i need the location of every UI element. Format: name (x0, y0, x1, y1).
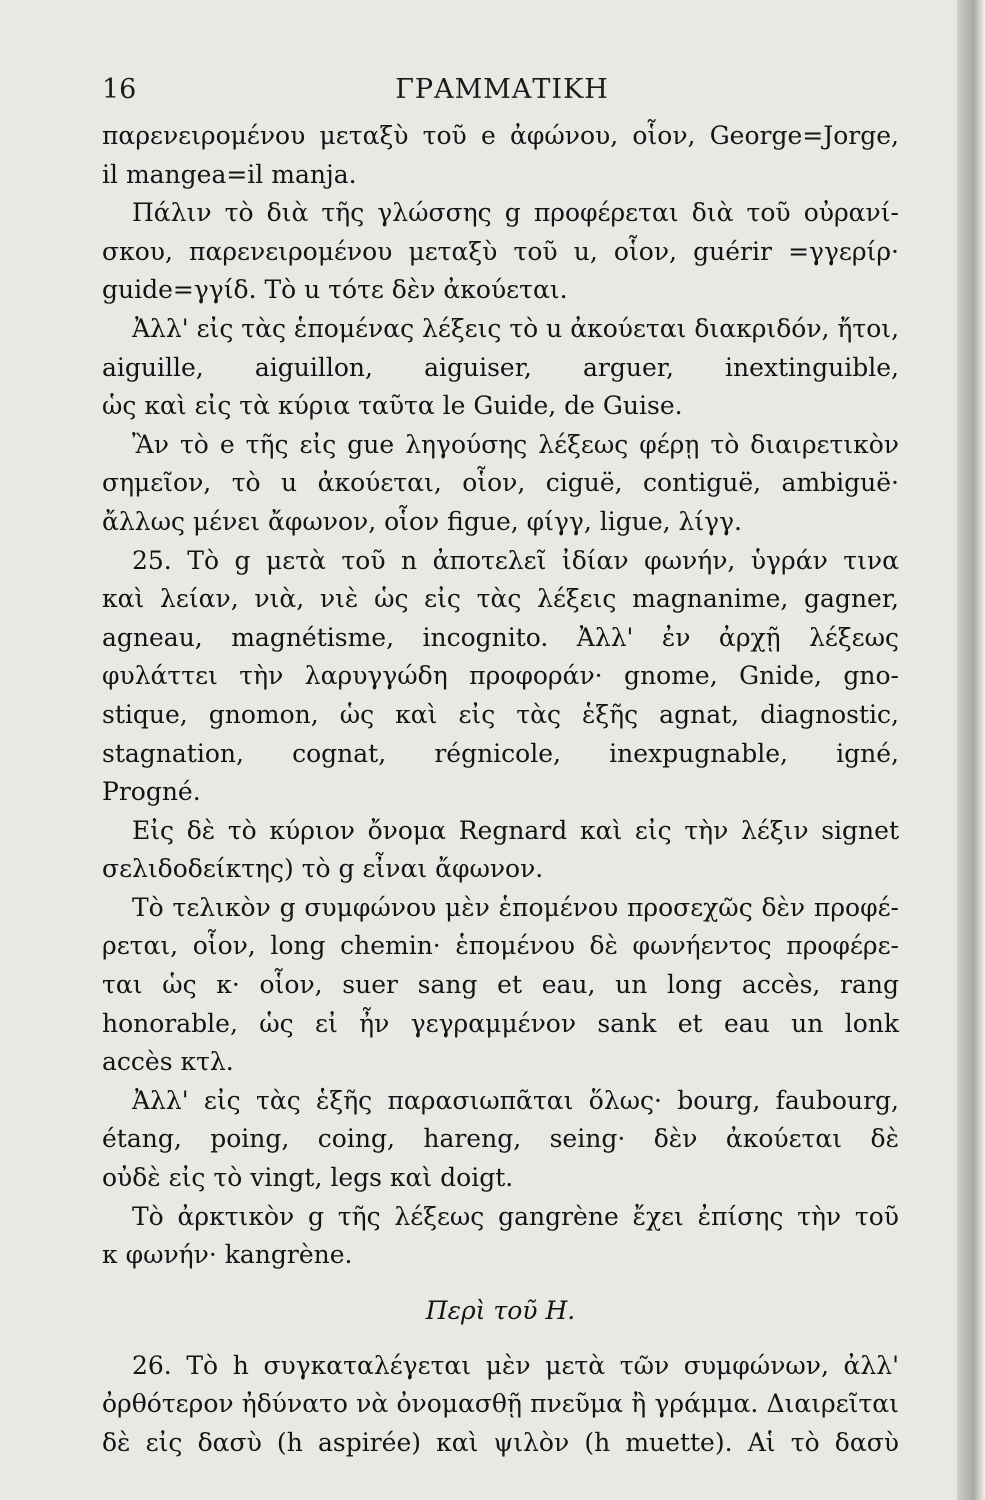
text-line: ὀρθότερον ἠδύνατο νὰ ὀνομασθῇ πνεῦμα ἢ γράμμα. Διαιρεῖται (102, 1389, 899, 1419)
page-number: 16 (102, 74, 137, 105)
text-line: παρενειρομένου μεταξὺ τοῦ e ἀφώνου, οἷον, George=Jorge, (102, 121, 899, 150)
text-line: aiguille, aiguillon, aiguiser, arguer, inextinguible, (102, 352, 899, 382)
text-line: ται ὡς κ· οἷον, suer sang et eau, un long accès, rang (102, 970, 899, 1000)
text-line: Progné. (102, 777, 201, 807)
text-line: stagnation, cognat, régnicole, inexpugnable, igné, (102, 738, 899, 768)
text-line: δὲ εἰς δασὺ (h aspirée) καὶ ψιλὸν (h muette). Αἱ τὸ δασὺ (102, 1428, 899, 1457)
text-line: guide=γγίδ. Τὸ u τότε δὲν ἀκούεται. (102, 275, 568, 305)
text-line: σελιδοδείκτης) τὸ g εἶναι ἄφωνον. (102, 854, 544, 884)
body-text (102, 117, 899, 1463)
text-line: 26. Τὸ h συγκαταλέγεται μὲν μετὰ τῶν συμφώνων, ἀλλ' (132, 1350, 899, 1380)
text-line: ὡς καὶ εἰς τὰ κύρια ταῦτα le Guide, de Guise. (102, 391, 683, 421)
text-line: stique, gnomon, ὡς καὶ εἰς τὰς ἑξῆς agnat, diagnostic, (102, 699, 899, 729)
text-line: honorable, ὡς εἰ ἦν γεγραμμένον sank et eau un lonk (102, 1008, 899, 1038)
page-edge-shadow (957, 0, 985, 1500)
text-line: Ἀλλ' εἰς τὰς ἑπομένας λέξεις τὸ u ἀκούεται διακριδόν, ἤτοι, (132, 313, 900, 343)
text-line: Ἂν τὸ e τῆς εἰς gue ληγούσης λέξεως φέρῃ τὸ διαιρετικὸν (132, 429, 899, 459)
page-header (102, 68, 902, 108)
text-line: il mangea=il manja. (102, 159, 357, 189)
text-line: ρεται, οἷον, long chemin· ἑπομένου δὲ φωνήεντος προφέρε- (102, 931, 899, 961)
text-line: accès κτλ. (102, 1047, 234, 1077)
text-line: οὐδὲ εἰς τὸ vingt, legs καὶ doigt. (102, 1163, 514, 1193)
text-line: agneau, magnétisme, incognito. Ἀλλ' ἐν ἀρχῇ λέξεως (102, 622, 899, 652)
section-heading: Περὶ τοῦ Η. (425, 1295, 576, 1325)
text-line: Ἀλλ' εἰς τὰς ἑξῆς παρασιωπᾶται ὅλως· bourg, faubourg, (132, 1085, 899, 1115)
text-line: Τὸ ἀρκτικὸν g τῆς λέξεως gangrène ἔχει ἐπίσης τὴν τοῦ (132, 1201, 899, 1231)
text-line: Εἰς δὲ τὸ κύριον ὄνομα Regnard καὶ εἰς τὴν λέξιν signet (132, 815, 899, 845)
text-line: 25. Τὸ g μετὰ τοῦ n ἀποτελεῖ ἰδίαν φωνήν, ὑγράν τινα (132, 545, 899, 575)
text-line: σκου, παρενειρομένου μεταξὺ τοῦ u, οἷον, guérir =γγερίρ· (102, 236, 899, 266)
text-line: κ φωνήν· kangrène. (102, 1240, 353, 1270)
text-line: σημεῖον, τὸ u ἀκούεται, οἷον, ciguë, contiguë, ambiguë· (102, 468, 899, 498)
text-line: καὶ λείαν, νιὰ, νιὲ ὡς εἰς τὰς λέξεις magnanime, gagner, (102, 584, 899, 614)
text-line: ἄλλως μένει ἄφωνον, οἷον figue, φίγγ, ligue, λίγγ. (102, 506, 742, 536)
text-line: Τὸ τελικὸν g συμφώνου μὲν ἑπομένου προσεχῶς δὲν προφέ- (132, 892, 899, 922)
text-line: étang, poing, coing, hareng, seing· δὲν ἀκούεται δὲ (102, 1124, 899, 1154)
text-line: φυλάττει τὴν λαρυγγώδη προφοράν· gnome, Gnide, gno- (102, 661, 899, 691)
text-line: Πάλιν τὸ διὰ τῆς γλώσσης g προφέρεται διὰ τοῦ οὐρανί- (132, 198, 899, 228)
running-title: ΓΡΑΜΜΑΤΙΚΗ (395, 74, 609, 105)
